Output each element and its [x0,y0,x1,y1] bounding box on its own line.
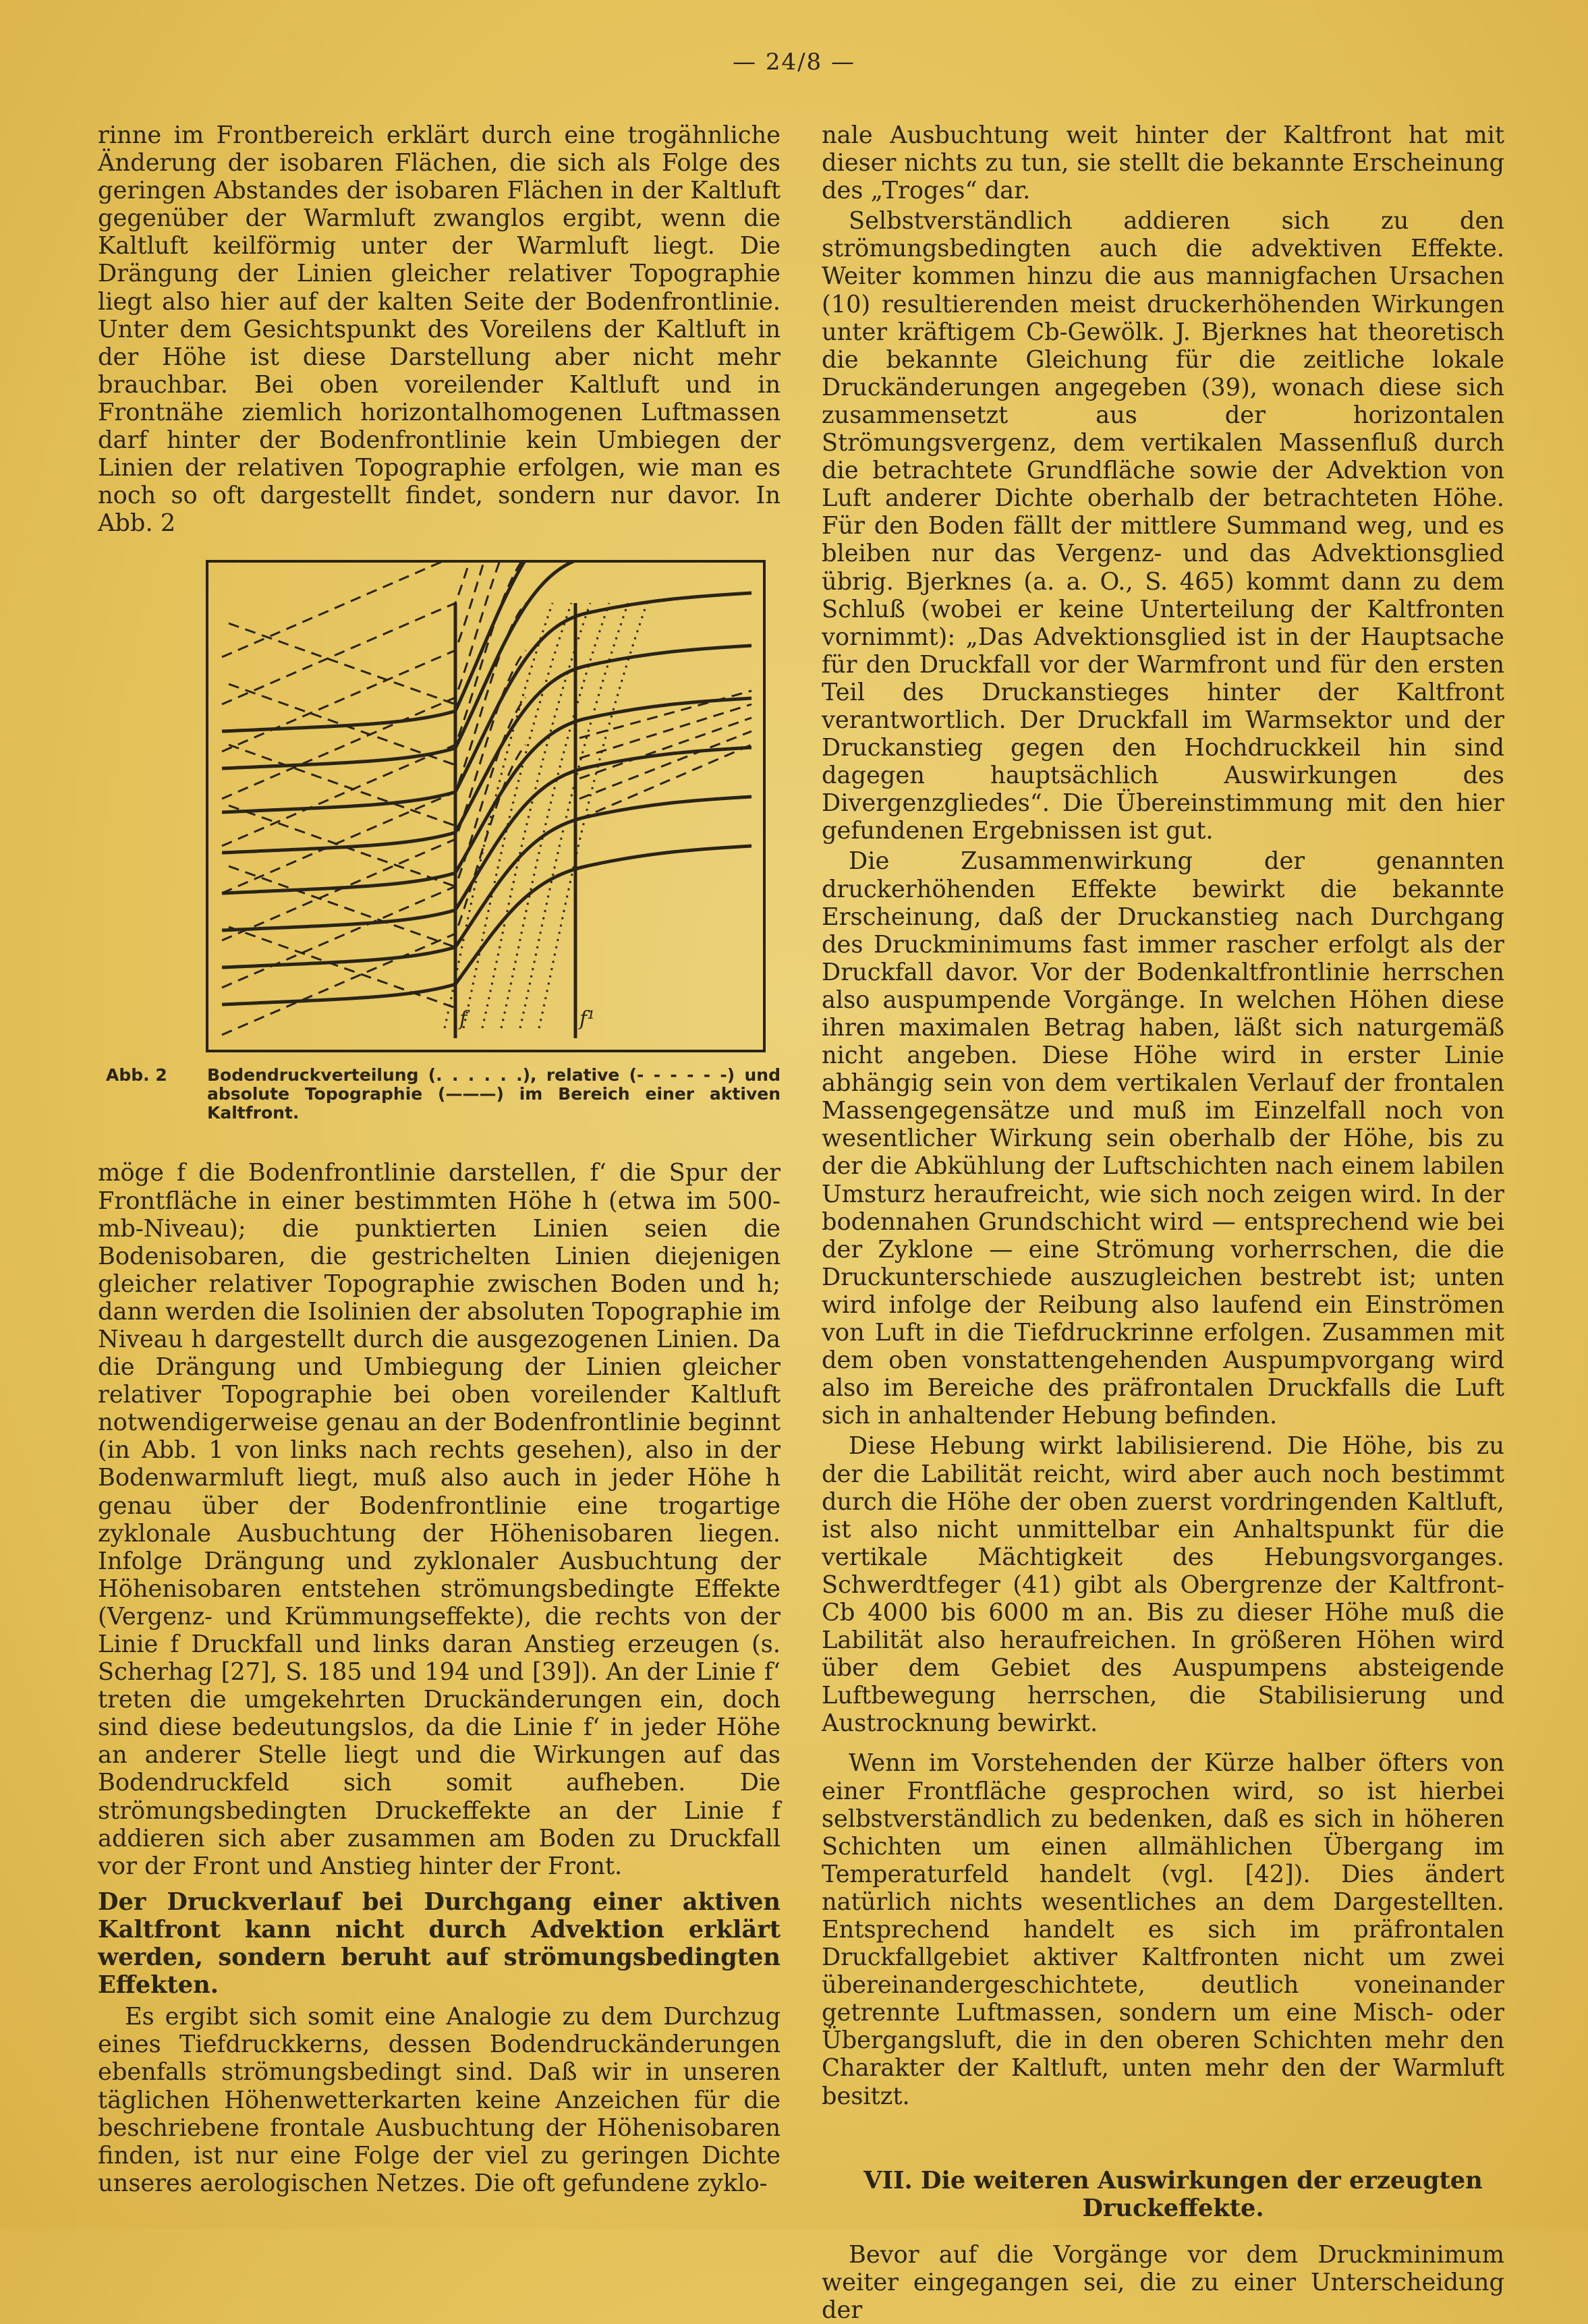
left-paragraph-4: Es ergibt sich somit eine Analogie zu dem Durchzug eines Tiefdruckkerns, dessen Bodendruckänderungen ebenfalls strömungsbedingt sind. Daß wir in unseren täglichen Höhenwetterkarten keine Anzeichen für die beschriebene frontale Ausbuchtung der Höhenisobaren finden, ist nur eine Folge der viel zu geringen Dichte unseres aerologischen Netzes. Die oft gefundene zyklo- [98,2003,781,2197]
right-paragraph-4: Diese Hebung wirkt labilisierend. Die Höhe, bis zu der die Labilität reicht, wird aber auch noch bestimmt durch die Höhe der oben zuerst vordringenden Kaltluft, ist also nicht unmittelbar ein Anhaltspunkt für die vertikale Mächtigkeit des Hebungsvorganges. Schwerdtfeger (41) gibt als Obergrenze der Kaltfront-Cb 4000 bis 6000 m an. Bis zu dieser Höhe muß die Labilität also heraufreichen. In größeren Höhen wird über dem Gebiet des Auspumpens absteigende Luftbewegung herrschen, die Stabilisierung und Austrocknung bewirkt. [822,1432,1504,1738]
right-paragraph-2: Selbstverständlich addieren sich zu den strömungsbedingten auch die advektiven Effekte. Weiter kommen hinzu die aus mannigfachen Ursachen (10) resultierenden meist druckerhöhenden Wirkungen unter kräftigem Cb-Gewölk. J. Bjerknes hat theoretisch die bekannte Gleichung für die zeitliche lokale Druckänderungen angegeben (39), wonach diese sich zusammensetzt aus der horizontalen Strömungsvergenz, dem vertikalen Massenfluß durch die betrachtete Grundfläche sowie der Advektion von Luft anderer Dichte oberhalb der betrachteten Höhe. Für den Boden fällt der mittlere Summand weg, und es bleiben nur das Vergenz- und das Advektionsglied übrig. Bjerknes (a. a. O., S. 465) kommt dann zu dem Schluß (wobei er keine Unterteilung der Kaltfronten vornimmt): „Das Advektionsglied ist in der Hauptsache für den Druckfall vor der Warmfront und für den ersten Teil des Druckanstieges hinter der Kaltfront verantwortlich. Der Druckfall im Warmsektor und der Druckanstieg gegen den Hochdruckkeil hin sind dagegen hauptsächlich Auswirkungen des Divergenzgliedes“. Die Übereinstimmung mit den hier gefundenen Ergebnissen ist gut. [822,207,1504,845]
absolute-topography-line [222,563,752,768]
figure-label-f: f [459,1007,467,1031]
caption-text: Bodendruckverteilung (. . . . . .), relative (- - - - - -) und absolute Topographie (———) im Bereich einer aktiven Kaltfront. [207,1065,781,1123]
right-paragraph-5: Wenn im Vorstehenden der Kürze halber öfters von einer Frontfläche gesprochen wird, so ist hierbei selbstverständlich zu bedenken, daß es sich in höheren Schichten um einen allmählichen Übergang im Temperaturfeld handelt (vgl. [42]). Dies ändert natürlich nichts wesentliches an dem Dargestellten. Entsprechend handelt es sich im präfrontalen Druckfallgebiet aktiver Kaltfronten nicht um zwei übereinandergeschichtete, deutlich voneinander getrennte Luftmassen, sondern um eine Misch- oder Übergangsluft, die in den oberen Schichten mehr den Charakter der Kaltluft, unten mehr den der Warmluft besitzt. [822,1749,1504,2110]
caption-label: Abb. 2 [106,1065,167,1085]
right-paragraph-1: nale Ausbuchtung weit hinter der Kaltfront hat mit dieser nichts zu tun, sie stellt die bekannte Erscheinung des „Troges“ dar. [822,121,1504,205]
relative-topography-line [222,563,526,657]
page-number: — 24/8 — [733,49,855,76]
left-paragraph-1: rinne im Frontbereich erklärt durch eine trogähnliche Änderung der isobaren Flächen, die sich als Folge des geringen Abstandes der isobaren Flächen in der Kaltluft gegenüber der Warmluft zwanglos ergibt, wenn die Kaltluft keilförmig unter der Warmluft liegt. Die Drängung der Linien gleicher relativer Topographie liegt also hier auf der kalten Seite der Bodenfrontlinie. Unter dem Gesichtspunkt des Voreilens der Kaltluft in der Höhe ist diese Darstellung aber nicht mehr brauchbar. Bei oben voreilender Kaltluft und in Frontnähe ziemlich horizontalhomogenen Luftmassen darf hinter der Bodenfrontlinie kein Umbiegen der Linien der relativen Topographie erfolgen, wie man es noch so oft dargestellt findet, sondern nur davor. In Abb. 2 [98,121,781,538]
left-paragraph-2: möge f die Bodenfrontlinie darstellen, f‘ die Spur der Frontfläche in einer bestimmten Höhe h (etwa im 500-mb-Niveau); die punktierten Linien seien die Bodenisobaren, die gestrichelten Linien diejenigen gleicher relativer Topographie zwischen Boden und h; dann werden die Isolinien der absoluten Topographie im Niveau h dargestellt durch die ausgezogenen Linien. Da die Drängung und Umbiegung der Linien gleicher relativer Topographie bei oben voreilender Kaltluft notwendigerweise genau an der Bodenfrontlinie beginnt (in Abb. 1 von links nach rechts gesehen), also in der Bodenwarmluft liegt, muß also auch in jeder Höhe h genau über der Bodenfrontlinie eine trogartige zyklonale Ausbuchtung der Höhenisobaren liegen. Infolge Drängung und zyklonaler Ausbuchtung der Höhenisobaren entstehen strömungsbedingte Effekte (Vergenz- und Krümmungseffekte), die rechts von der Linie f Druckfall und links daran Anstieg erzeugen (s. Scherhag [27], S. 185 und 194 und [39]). An der Linie f‘ treten die umgekehrten Druckänderungen ein, doch sind diese bedeutungslos, da die Linie f‘ in jeder Höhe an anderer Stelle liegt und die Wirkungen auf das Bodendruckfeld sich somit aufheben. Die strömungsbedingten Druckeffekte an der Linie f addieren sich aber zusammen am Boden zu Druckfall vor der Front und Anstieg hinter der Front. [98,1159,781,1880]
right-paragraph-3: Die Zusammenwirkung der genannten druckerhöhenden Effekte bewirkt die bekannte Erscheinung, daß der Druckanstieg nach Durchgang des Druckminimums fast immer rascher erfolgt als der Druckfall davor. Vor der Bodenkaltfrontlinie herrschen also auspumpende Vorgänge. In welchen Höhen diese ihren maximalen Betrag haben, läßt sich naturgemäß nicht angeben. Diese Höhe wird in erster Linie abhängig sein von dem vertikalen Verlauf der frontalen Massengegensätze und muß im Einzelfall noch von wesentlicher Wirkung sein oberhalb der Höhe, bis zu der die Abkühlung der Luftschichten nach einem labilen Umsturz heraufreicht, wie sich noch zeigen wird. In der bodennahen Grundschicht wird — entsprechend wie bei der Zyklone — eine Strömung vorherrschen, die die Druckunterschiede auszugleichen bestrebt ist; unten wird infolge der Reibung also laufend ein Einströmen von Luft in die Tiefdruckrinne erfolgen. Zusammen mit dem oben vonstattengehenden Auspumpvorgang wird also im Bereiche des präfrontalen Druckfalls die Luft sich in anhaltender Hebung befinden. [822,847,1504,1430]
figure-caption [106,1066,781,1123]
figure-label-f1: f¹ [579,1007,596,1031]
figure-abb-2 [206,560,766,1052]
right-column [822,121,1504,2324]
surface-isobar-line [445,603,552,1028]
relative-topography-line [229,927,455,1008]
absolute-topography-lines [222,563,752,1004]
absolute-topography-line [222,593,752,812]
right-paragraph-6: Bevor auf die Vorgänge vor dem Druckminimum weiter eingegangen sei, die zu einer Unterscheidung der [822,2240,1504,2324]
left-column [98,121,781,2197]
figure-plot [208,563,763,1050]
relative-topography-line [229,623,455,704]
left-paragraph-bold-summary: Der Druckverlauf bei Durchgang einer aktiven Kaltfront kann nicht durch Advektion erklärt werden, sondern beruht auf strömungsbedingten Effekten. [98,1888,781,2000]
section-heading-vii: VII. Die weiteren Auswirkungen der erzeugten Druckeffekte. [863,2166,1483,2222]
relative-topography-line [222,563,526,704]
